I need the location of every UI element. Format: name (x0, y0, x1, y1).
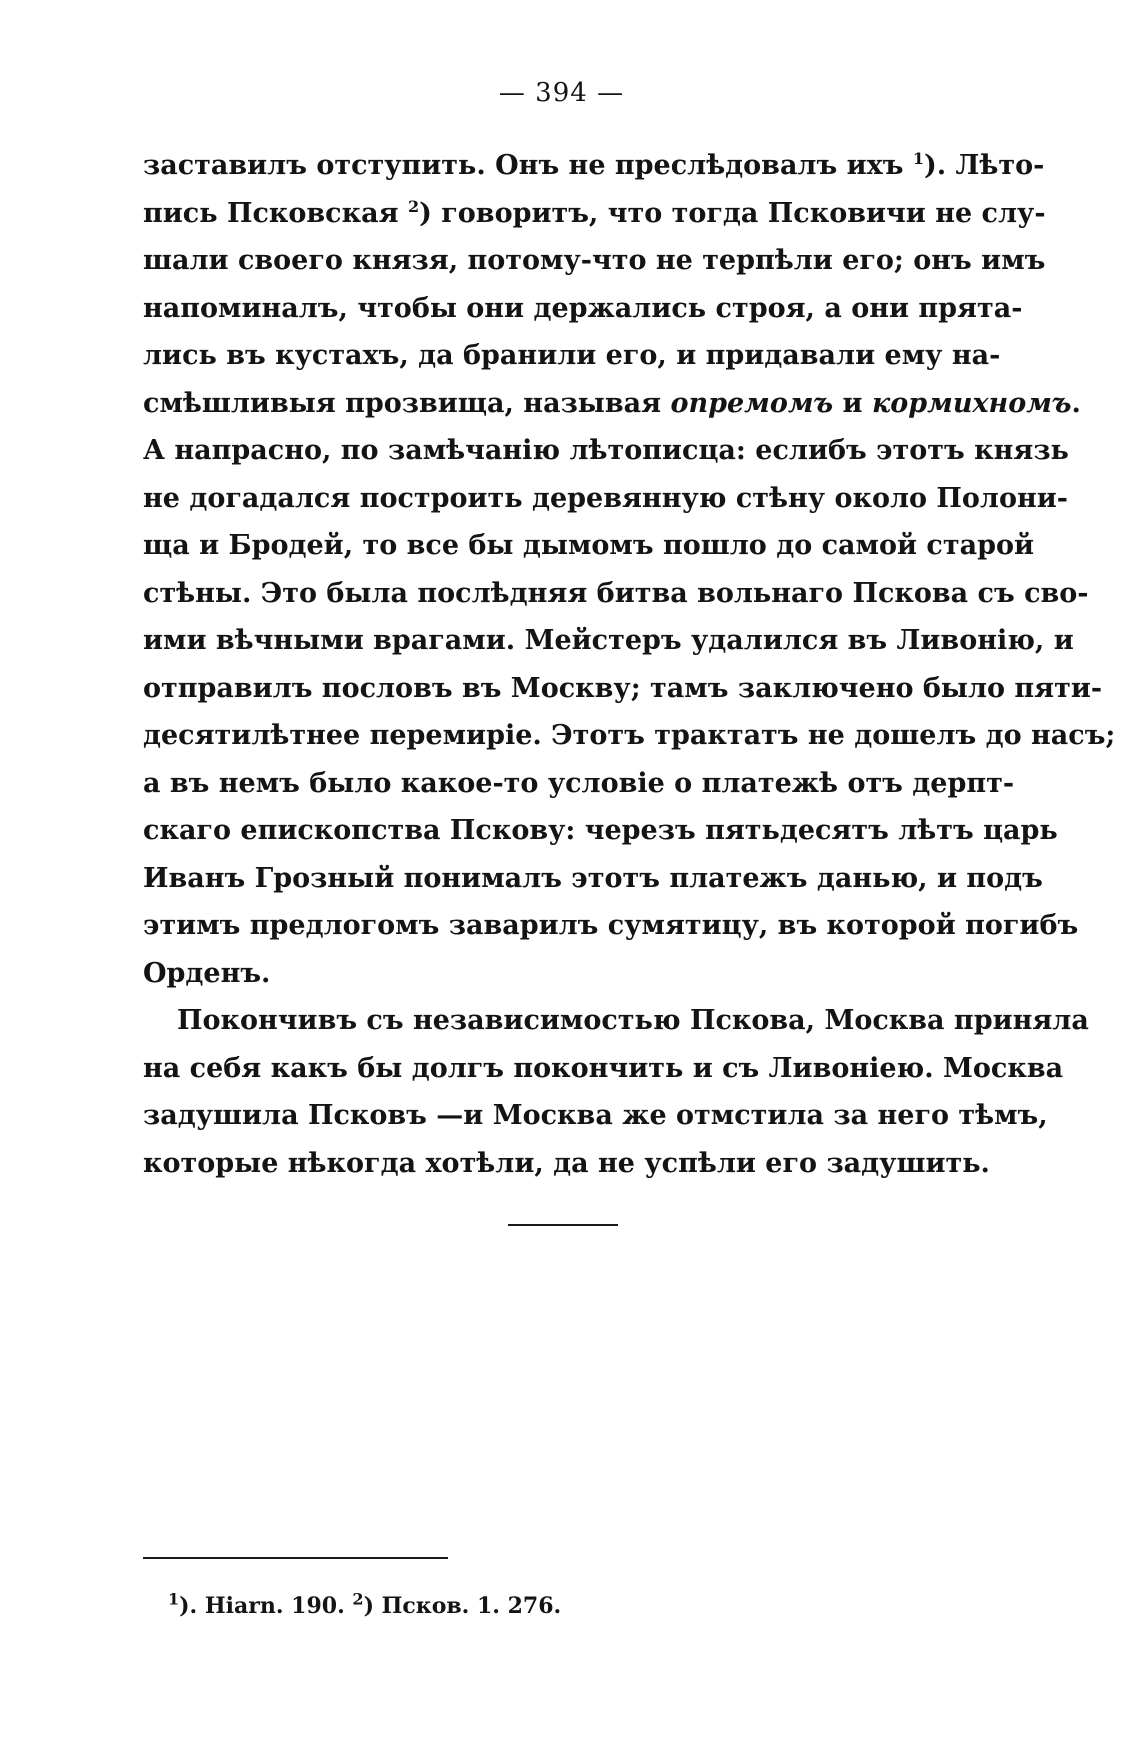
text-line: отправилъ пословъ въ Москву; тамъ заключено было пяти- (143, 672, 1103, 704)
text-line: ими вѣчными врагами. Мейстеръ удалился въ Ливонію, и (143, 625, 1074, 656)
footnote-ref-2[interactable]: 2 (407, 196, 420, 216)
text-line: Орденъ. (143, 957, 271, 989)
italic-word: кормихномъ (871, 387, 1072, 419)
text-line: ща и Бродей, то все бы дымомъ пошло до самой старой (143, 530, 1035, 561)
footnotes (168, 1589, 562, 1619)
text-line: Иванъ Грозный понималъ этотъ платежъ данью, и подъ (143, 862, 1043, 894)
line-text: . (1071, 387, 1081, 419)
text-line: десятилѣтнее перемиріе. Этотъ трактатъ не дошелъ до насъ; (143, 720, 1116, 751)
section-end-rule (508, 1224, 618, 1226)
page-number: — 394 — (498, 78, 625, 108)
text-line: а въ немъ было какое-то условіе о платежѣ отъ дерпт- (143, 767, 1015, 799)
text-line: на себя какъ бы долгъ покончить и съ Ливоніею. Москва (143, 1052, 1064, 1084)
footnote-1: ). Hiarn. 190. (179, 1593, 353, 1619)
text-line: лись въ кустахъ, да бранили его, и придавали ему на- (143, 340, 1001, 371)
line-text: и (833, 387, 872, 419)
paragraph-1 (143, 142, 1116, 997)
line-text: смѣшливыя прозвища, называя (143, 387, 671, 419)
text-line: не догадался построить деревянную стѣну около Полони- (143, 482, 1068, 514)
footnote-mark-2: 2 (352, 1589, 364, 1609)
footnote-separator (143, 1557, 448, 1559)
paragraph-2 (143, 997, 1089, 1187)
text-line: которые нѣкогда хотѣли, да не успѣли его задушить. (143, 1147, 990, 1179)
italic-word: опремомъ (670, 387, 834, 419)
text-line: этимъ предлогомъ заварилъ сумятицу, въ которой погибъ (143, 910, 1079, 941)
line-text: ). Лѣто- (923, 150, 1045, 181)
text-line: стѣны. Это была послѣдняя битва вольнаго Пскова съ сво- (143, 577, 1089, 609)
footnote-2: ) Псков. 1. 276. (363, 1593, 562, 1619)
text-line: напоминалъ, чтобы они держались строя, а они прята- (143, 292, 1023, 324)
line-text: ) говоритъ, что тогда Псковичи не слу- (419, 197, 1046, 229)
main-text (143, 142, 1116, 1187)
text-line: скаго епископства Пскову: черезъ пятьдесятъ лѣтъ царь (143, 815, 1058, 846)
text-line: А напрасно, по замѣчанію лѣтописца: еслибъ этотъ князь (143, 435, 1069, 466)
text-line (143, 142, 1045, 190)
footnote-ref-1[interactable]: 1 (912, 149, 924, 168)
text-line: шали своего князя, потому-что не терпѣли его; онъ имъ (143, 245, 1046, 276)
line-text: заставилъ отступить. Онъ не преслѣдовалъ ихъ (143, 150, 913, 181)
text-line (143, 380, 1081, 428)
text-line (143, 190, 1046, 238)
line-text: пись Псковская (143, 197, 408, 229)
text-line: задушила Псковъ —и Москва же отмстила за него тѣмъ, (143, 1100, 1048, 1131)
footnote-mark-1: 1 (168, 1589, 180, 1609)
text-line: Покончивъ съ независимостью Пскова, Москва приняла (177, 1005, 1089, 1036)
